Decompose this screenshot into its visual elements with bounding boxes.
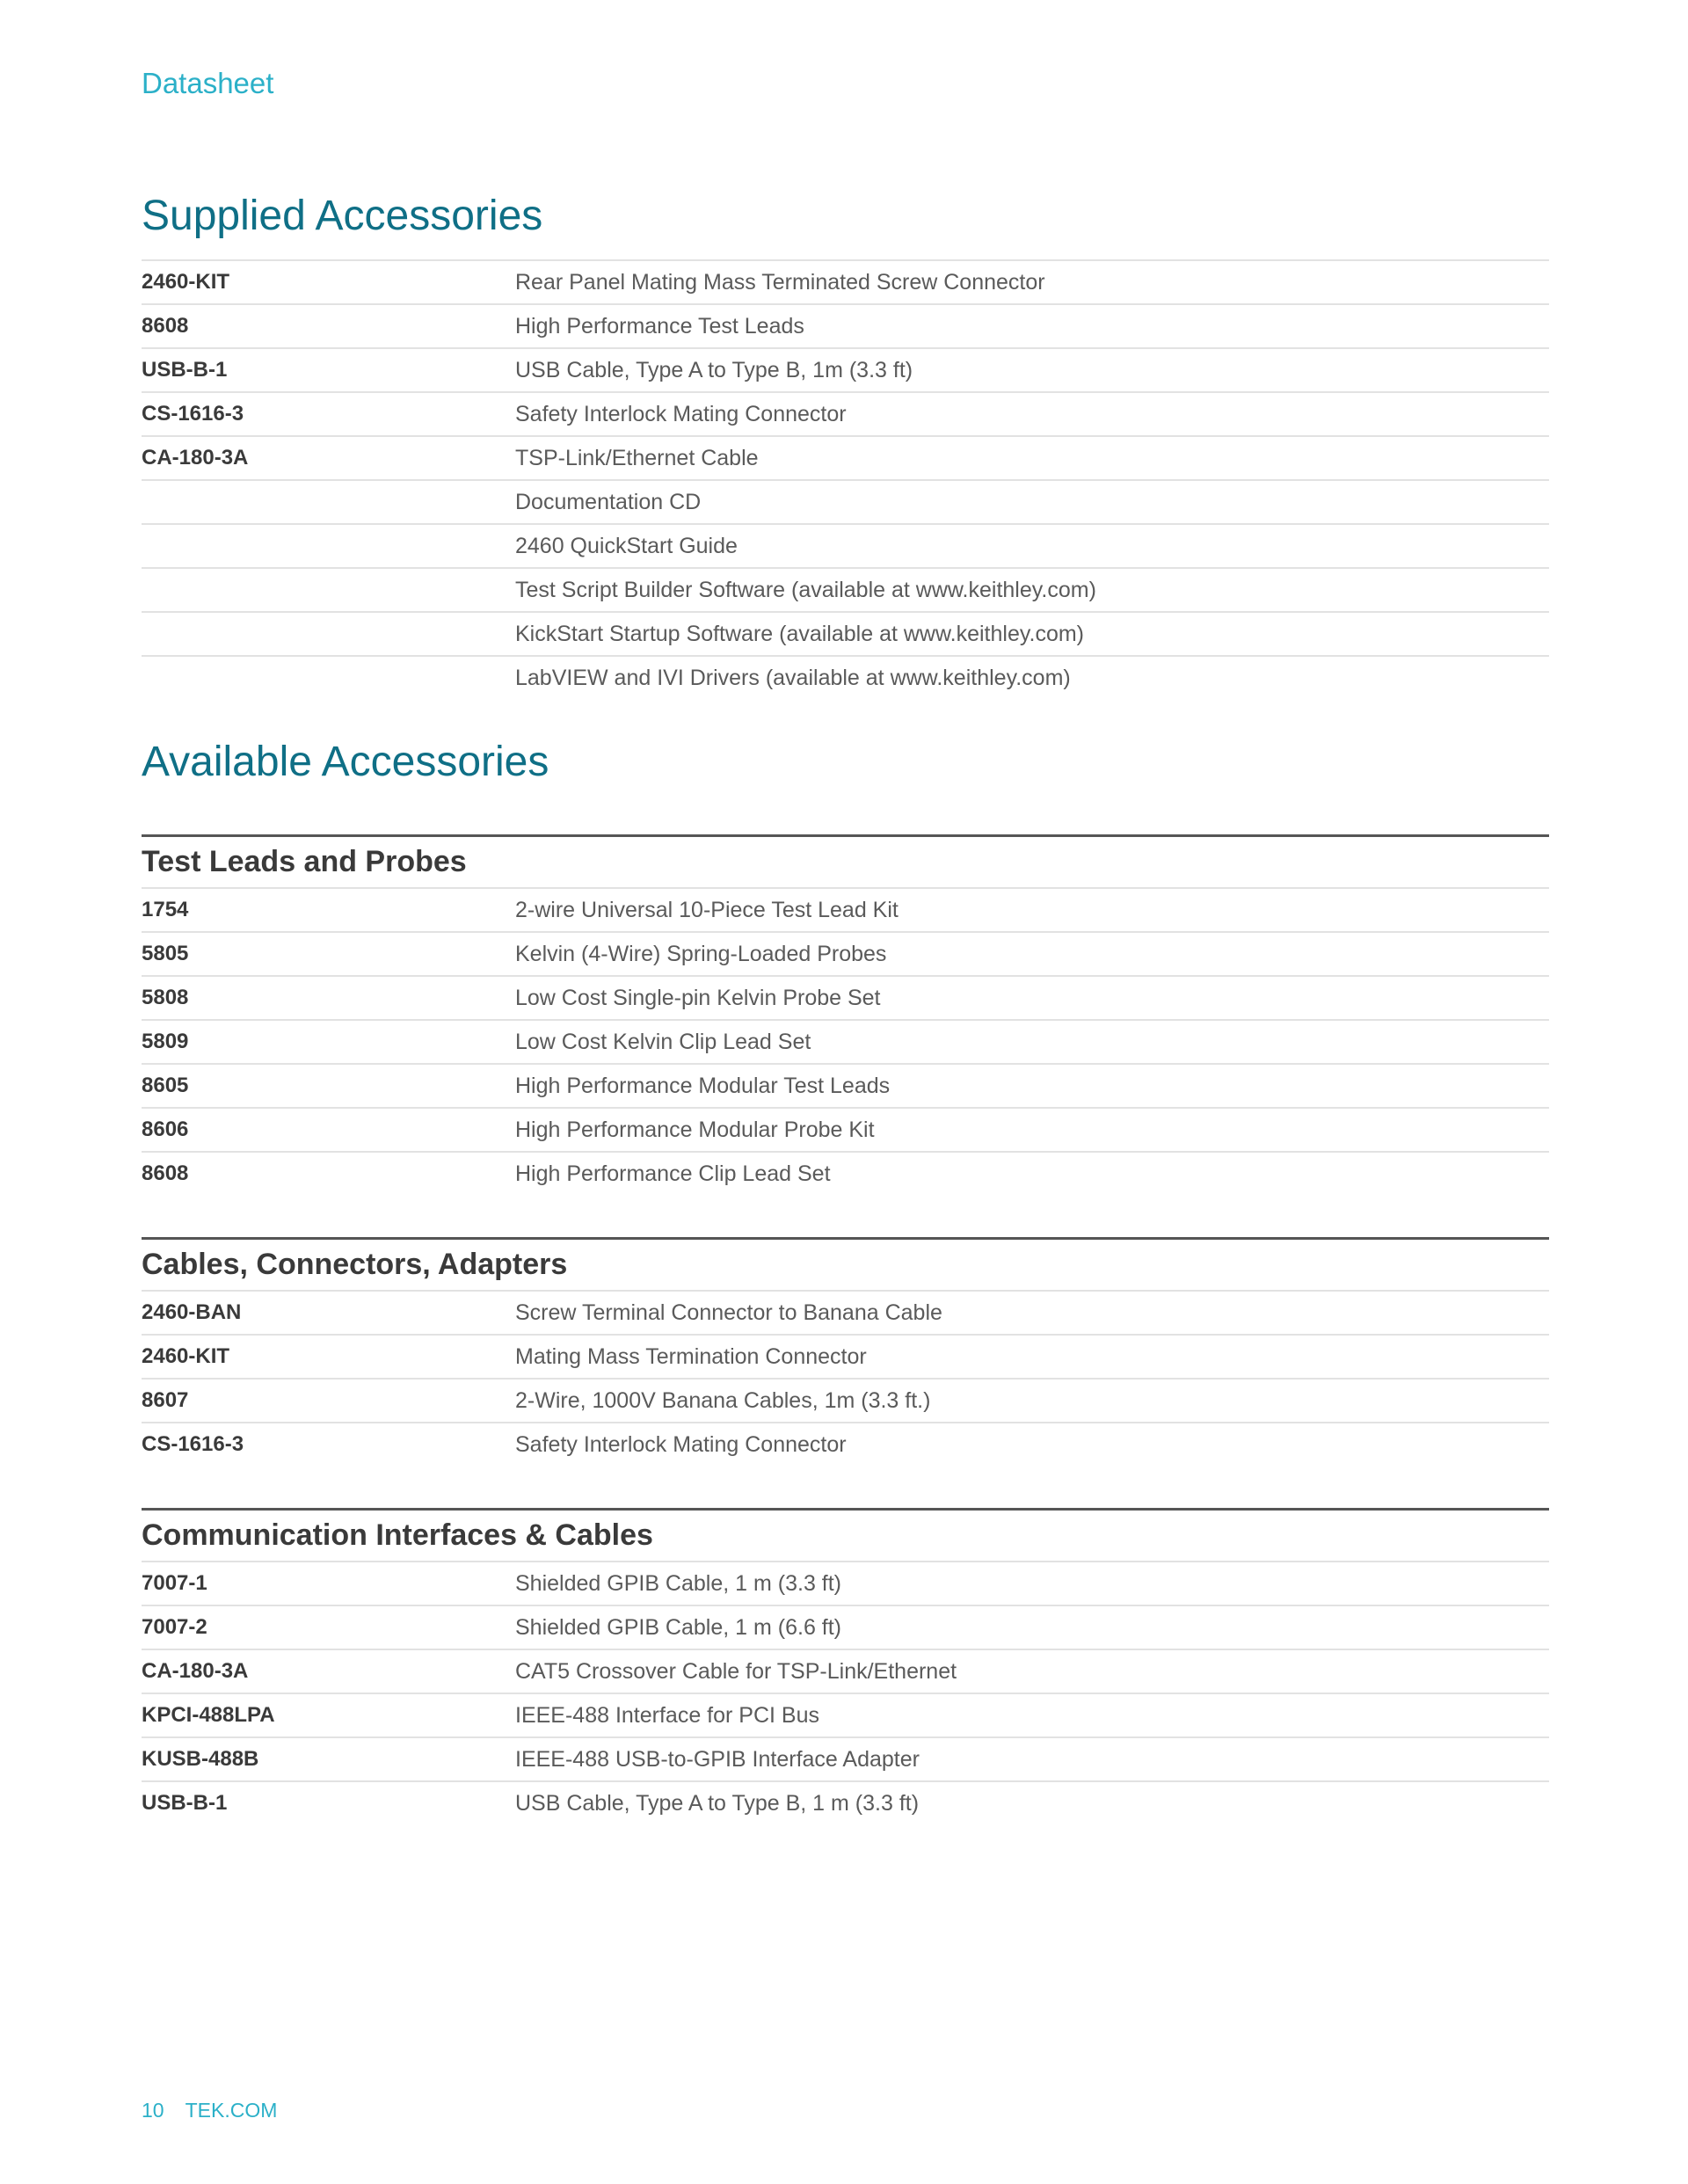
- footer-site-link[interactable]: TEK.COM: [185, 2099, 278, 2122]
- part-description: IEEE-488 USB-to-GPIB Interface Adapter: [515, 1746, 920, 1772]
- table-row: [142, 931, 1549, 975]
- table-row: [142, 1334, 1549, 1378]
- part-description: 2460 QuickStart Guide: [515, 533, 738, 558]
- part-description: Low Cost Kelvin Clip Lead Set: [515, 1029, 811, 1054]
- part-number: CS-1616-3: [142, 1432, 244, 1456]
- table-row: [142, 1605, 1549, 1649]
- table-row: [142, 1780, 1549, 1824]
- table-row: [142, 303, 1549, 347]
- part-number: CS-1616-3: [142, 402, 244, 426]
- part-number: KUSB-488B: [142, 1747, 259, 1771]
- part-description: High Performance Modular Test Leads: [515, 1073, 891, 1098]
- part-description: Screw Terminal Connector to Banana Cable: [515, 1299, 942, 1325]
- part-number: CA-180-3A: [142, 446, 249, 470]
- part-number: 2460-KIT: [142, 270, 230, 294]
- part-number: CA-180-3A: [142, 1659, 249, 1683]
- table-row: [142, 259, 1549, 303]
- accessory-group: [142, 1237, 1549, 1466]
- available-accessories-groups: [142, 834, 1549, 1824]
- group-heading: Communication Interfaces & Cables: [142, 1508, 1549, 1561]
- part-description: 2-Wire, 1000V Banana Cables, 1m (3.3 ft.): [515, 1387, 931, 1413]
- table-row: [142, 655, 1549, 699]
- part-description: Documentation CD: [515, 489, 702, 514]
- part-number: KPCI-488LPA: [142, 1703, 275, 1727]
- table-row: [142, 887, 1549, 931]
- document-type-label: Datasheet: [142, 67, 274, 99]
- supplied-accessories-title: Supplied Accessories: [142, 193, 543, 239]
- part-number: 5805: [142, 942, 189, 965]
- part-number: USB-B-1: [142, 358, 228, 382]
- part-number: 2460-KIT: [142, 1344, 230, 1368]
- table-row: [142, 1422, 1549, 1466]
- part-number: 8608: [142, 314, 189, 338]
- part-description: Rear Panel Mating Mass Terminated Screw Connector: [515, 269, 1045, 295]
- page-number: 10: [142, 2099, 164, 2122]
- table-row: [142, 347, 1549, 391]
- part-description: Safety Interlock Mating Connector: [515, 1431, 847, 1457]
- part-number: 8606: [142, 1117, 189, 1141]
- part-description: CAT5 Crossover Cable for TSP-Link/Ethernet: [515, 1658, 957, 1684]
- part-description: LabVIEW and IVI Drivers (available at www.keithley.com): [515, 665, 1071, 690]
- part-description: High Performance Clip Lead Set: [515, 1161, 831, 1186]
- part-description: KickStart Startup Software (available at www.keithley.com): [515, 621, 1085, 646]
- table-row: [142, 523, 1549, 567]
- part-description: Low Cost Single-pin Kelvin Probe Set: [515, 985, 881, 1010]
- accessory-group: [142, 834, 1549, 1195]
- part-description: USB Cable, Type A to Type B, 1 m (3.3 ft): [515, 1790, 920, 1816]
- part-description: IEEE-488 Interface for PCI Bus: [515, 1702, 819, 1728]
- part-description: High Performance Test Leads: [515, 313, 804, 339]
- table-row: [142, 567, 1549, 611]
- table-row: [142, 1378, 1549, 1422]
- table-row: [142, 1019, 1549, 1063]
- table-row: [142, 1561, 1549, 1605]
- part-description: High Performance Modular Probe Kit: [515, 1117, 875, 1142]
- part-description: Test Script Builder Software (available at www.keithley.com): [515, 577, 1096, 602]
- part-description: Safety Interlock Mating Connector: [515, 401, 847, 426]
- table-row: [142, 391, 1549, 435]
- table-row: [142, 479, 1549, 523]
- part-number: 8608: [142, 1161, 189, 1185]
- part-description: Shielded GPIB Cable, 1 m (6.6 ft): [515, 1614, 842, 1640]
- table-row: [142, 611, 1549, 655]
- part-description: 2-wire Universal 10-Piece Test Lead Kit: [515, 897, 899, 922]
- part-number: 1754: [142, 898, 189, 921]
- table-row: [142, 1649, 1549, 1693]
- part-description: Kelvin (4-Wire) Spring-Loaded Probes: [515, 941, 887, 966]
- part-description: USB Cable, Type A to Type B, 1m (3.3 ft): [515, 357, 913, 382]
- supplied-accessories-table: [142, 259, 1549, 699]
- part-number: USB-B-1: [142, 1791, 228, 1815]
- available-accessories-title: Available Accessories: [142, 739, 549, 785]
- table-row: [142, 1736, 1549, 1780]
- part-number: 5809: [142, 1030, 189, 1053]
- part-description: Shielded GPIB Cable, 1 m (3.3 ft): [515, 1570, 842, 1596]
- part-number: 8607: [142, 1388, 189, 1412]
- accessory-group: [142, 1508, 1549, 1824]
- part-description: Mating Mass Termination Connector: [515, 1343, 867, 1369]
- table-row: [142, 1290, 1549, 1334]
- part-description: TSP-Link/Ethernet Cable: [515, 445, 759, 470]
- table-row: [142, 1693, 1549, 1736]
- group-heading: Test Leads and Probes: [142, 834, 1549, 887]
- table-row: [142, 1107, 1549, 1151]
- part-number: 5808: [142, 986, 189, 1009]
- part-number: 7007-1: [142, 1571, 207, 1595]
- table-row: [142, 1063, 1549, 1107]
- page-footer: [142, 2100, 277, 2121]
- part-number: 2460-BAN: [142, 1300, 242, 1324]
- part-number: 8605: [142, 1074, 189, 1097]
- part-number: 7007-2: [142, 1615, 207, 1639]
- table-row: [142, 1151, 1549, 1195]
- table-row: [142, 435, 1549, 479]
- group-heading: Cables, Connectors, Adapters: [142, 1237, 1549, 1290]
- table-row: [142, 975, 1549, 1019]
